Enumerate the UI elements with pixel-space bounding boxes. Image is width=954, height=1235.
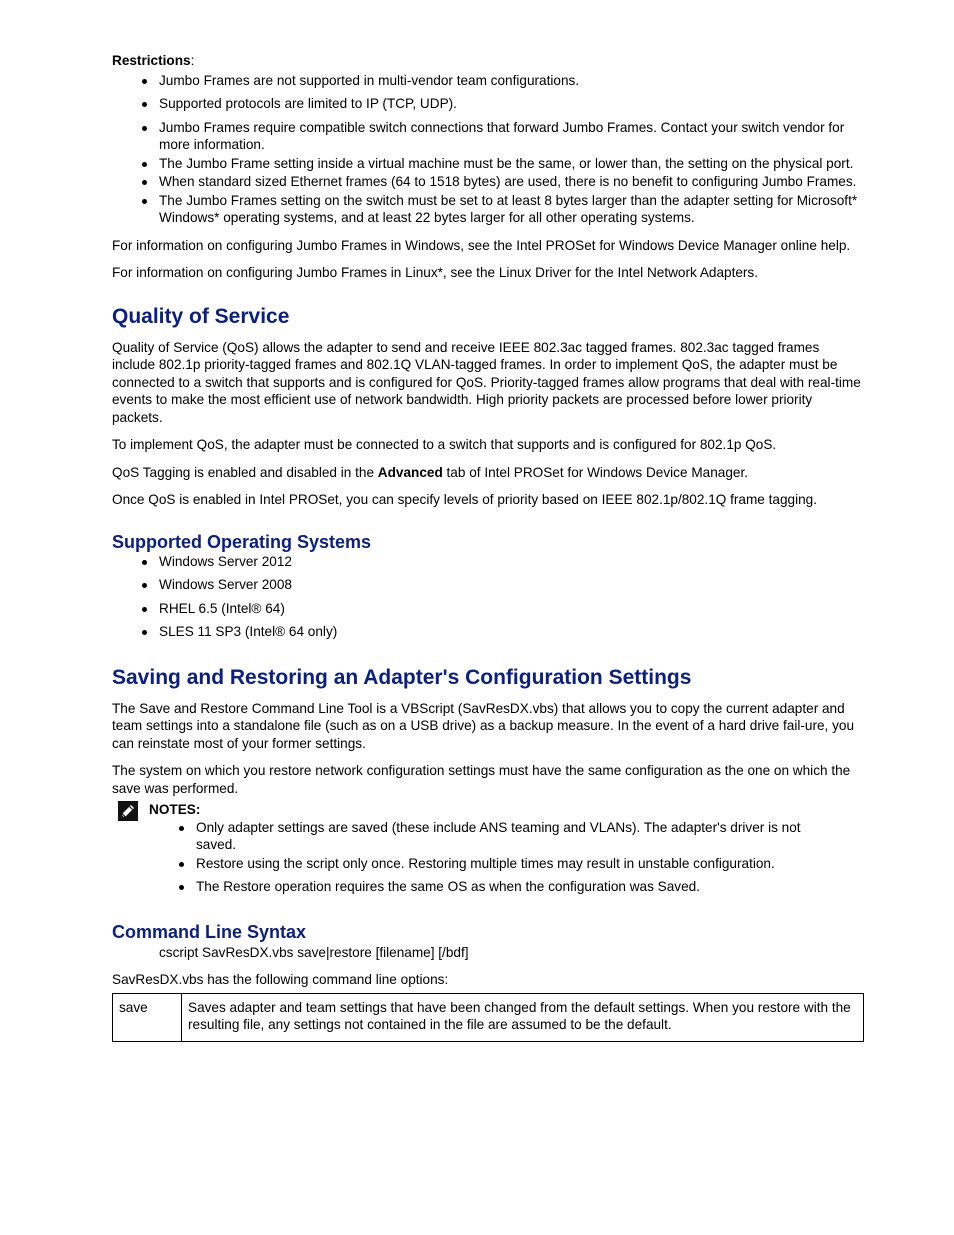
jumbo-linux-info: For information on configuring Jumbo Frames in Linux*, see the Linux Driver for the Intel Network Adapters. xyxy=(112,265,759,280)
option-description: Saves adapter and team settings that have been changed from the default settings. When you restore with the resulting file, any settings not contained in the file are assumed to be the default. xyxy=(182,993,864,1041)
list-item: The Restore operation requires the same OS as when the configuration was Saved. xyxy=(149,878,866,896)
note-pencil-icon xyxy=(118,801,138,821)
document-page xyxy=(112,52,866,1042)
saving-paragraph: The system on which you restore network configuration settings must have the same configuration as the one on which the save was performed. xyxy=(112,763,851,796)
restrictions-list xyxy=(112,72,866,227)
notes-box xyxy=(112,801,866,896)
notes-list xyxy=(112,819,866,896)
list-item: Supported protocols are limited to IP (TCP, UDP). xyxy=(112,95,866,113)
list-item: The Jumbo Frame setting inside a virtual machine must be the same, or lower than, the setting on the physical port. xyxy=(112,155,866,173)
option-name: save xyxy=(113,993,182,1041)
list-item: Windows Server 2012 xyxy=(112,553,866,571)
restrictions-heading: Restrictions: xyxy=(112,53,195,68)
saving-paragraph: The Save and Restore Command Line Tool is a VBScript (SavResDX.vbs) that allows you to copy the current adapter and team settings into a standalone file (such as on a USB drive) as a backup measure. In the event of a hard drive fail-ure, you can reinstate most of your former settings. xyxy=(112,700,855,751)
qos-paragraph: Once QoS is enabled in Intel PROSet, you can specify levels of priority based on IEEE 802.1p/802.1Q frame tagging. xyxy=(112,492,818,507)
list-item: Restore using the script only once. Restoring multiple times may result in unstable configuration. xyxy=(149,855,866,873)
list-item: The Jumbo Frames setting on the switch must be set to at least 8 bytes larger than the adapter setting for Microsoft* Windows* operating systems, and at least 22 bytes larger for all other operating systems. xyxy=(112,192,866,227)
qos-paragraph: QoS Tagging is enabled and disabled in the Advanced tab of Intel PROSet for Windows Device Manager. xyxy=(112,464,748,480)
command-syntax: cscript SavResDX.vbs save|restore [filename] [/bdf] xyxy=(159,944,469,960)
list-item: Only adapter settings are saved (these include ANS teaming and VLANs). The adapter's driver is not saved. xyxy=(149,819,866,854)
command-line-heading: Command Line Syntax xyxy=(112,921,307,942)
options-table xyxy=(112,993,864,1042)
qos-paragraph: Quality of Service (QoS) allows the adapter to send and receive IEEE 802.3ac tagged frames. 802.3ac tagged frames include 802.1p priority-tagged frames and 802.1Q VLAN-tagged frames. In order to implement QoS, the adapter must be connected to a switch that supports and is configured for QoS. Priority-tagged frames allow programs that deal with real-time events to make the most efficient use of network bandwidth. High priority packets are processed before lower priority packets. xyxy=(112,339,861,425)
list-item: When standard sized Ethernet frames (64 to 1518 bytes) are used, there is no benefit to configuring Jumbo Frames. xyxy=(112,173,866,191)
list-item: Jumbo Frames are not supported in multi-vendor team configurations. xyxy=(112,72,866,90)
list-item: Windows Server 2008 xyxy=(112,576,866,594)
qos-heading: Quality of Service xyxy=(112,304,290,328)
list-item: Jumbo Frames require compatible switch connections that forward Jumbo Frames. Contact your switch vendor for more information. xyxy=(112,119,866,154)
supported-os-heading: Supported Operating Systems xyxy=(112,531,372,552)
notes-label: NOTES: xyxy=(149,802,201,817)
supported-os-list xyxy=(112,553,866,641)
table-row xyxy=(113,993,864,1041)
qos-paragraph: To implement QoS, the adapter must be connected to a switch that supports and is configured for 802.1p QoS. xyxy=(112,437,777,452)
command-intro: SavResDX.vbs has the following command line options: xyxy=(112,972,449,987)
list-item: RHEL 6.5 (Intel® 64) xyxy=(112,600,866,618)
list-item: SLES 11 SP3 (Intel® 64 only) xyxy=(112,623,866,641)
saving-heading: Saving and Restoring an Adapter's Configuration Settings xyxy=(112,665,692,689)
jumbo-windows-info: For information on configuring Jumbo Frames in Windows, see the Intel PROSet for Windows Device Manager online help. xyxy=(112,237,851,253)
